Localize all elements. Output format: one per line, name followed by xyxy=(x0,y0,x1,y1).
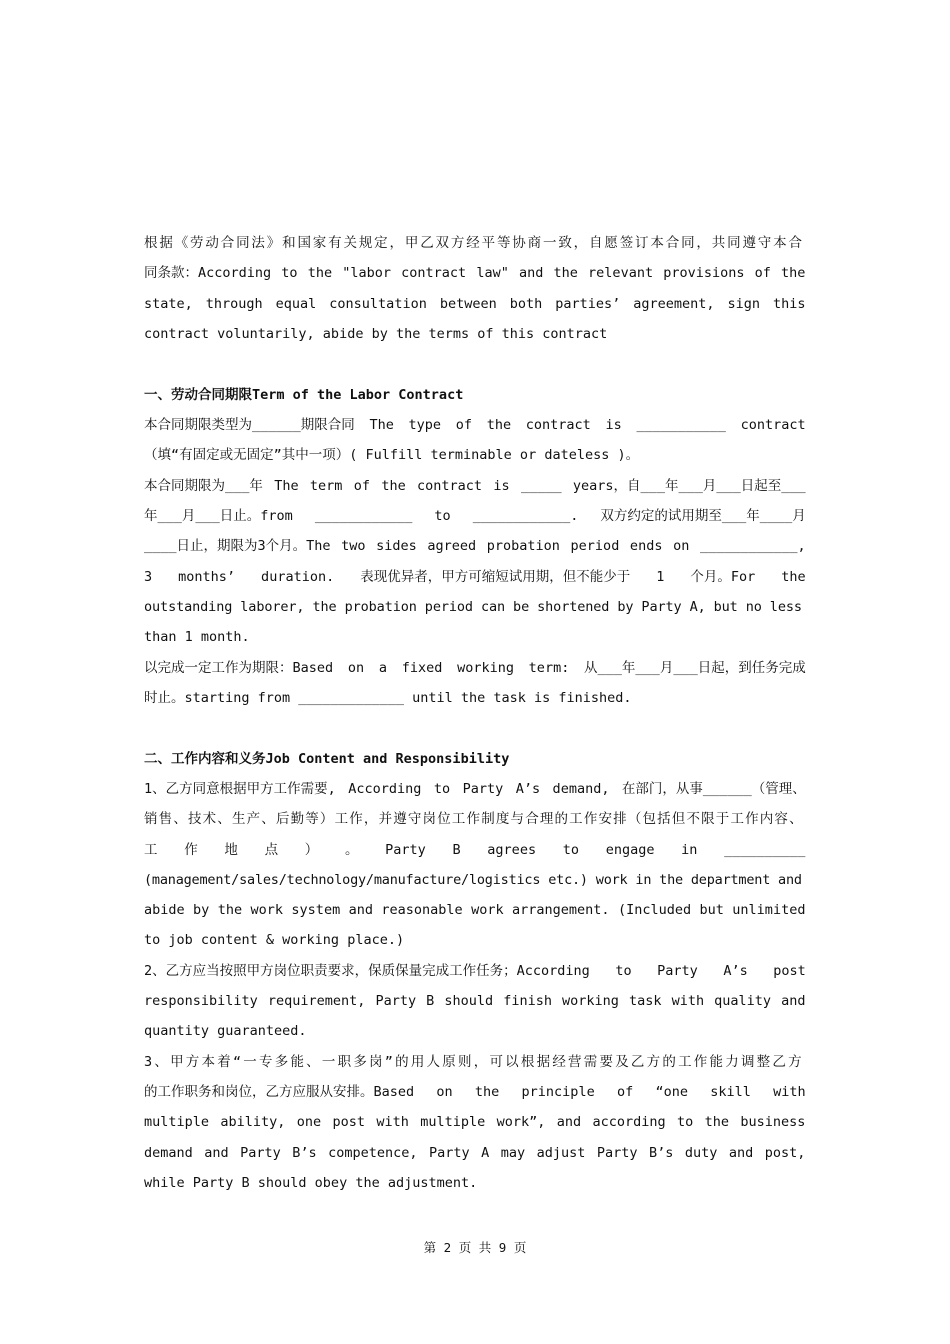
line-text: 工 作 地 点 ） 。 Party B agrees to engage in __________ xyxy=(144,842,806,858)
text-line xyxy=(144,324,806,344)
line-text: (management/sales/technology/manufacture/logistics etc.) work in the department and xyxy=(144,872,802,888)
line-text: to job content & working place.) xyxy=(144,932,405,948)
line-text: 一、劳动合同期限Term of the Labor Contract xyxy=(144,387,464,403)
line-text: 3、甲方本着“一专多能、一职多岗”的用人原则，可以根据经营需要及乙方的工作能力调整乙方 xyxy=(144,1054,804,1070)
line-text: 二、工作内容和义务Job Content and Responsibility xyxy=(144,751,510,767)
line-text: 以完成一定工作为期限：Based on a fixed working term: 从___年___月___日起，到任务完成 xyxy=(144,660,806,676)
page-number: 第 2 页 共 9 页 xyxy=(423,1240,527,1255)
line-text: than 1 month. xyxy=(144,629,250,645)
line-text: demand and Party B’s competence, Party A may adjust Party B’s duty and post, xyxy=(144,1145,806,1161)
line-text: state, through equal consultation between both parties’ agreement, sign this xyxy=(144,296,806,312)
text-line xyxy=(144,900,806,920)
text-line xyxy=(144,627,806,647)
line-text: quantity guaranteed. xyxy=(144,1023,307,1039)
text-line xyxy=(144,1112,806,1132)
text-line xyxy=(144,597,806,617)
text-line xyxy=(144,567,806,587)
text-line xyxy=(144,476,806,496)
line-text: while Party B should obey the adjustment. xyxy=(144,1175,478,1191)
text-line xyxy=(144,415,806,435)
text-line xyxy=(144,1173,806,1193)
text-line xyxy=(144,658,806,678)
text-line xyxy=(144,506,806,526)
line-text: ____日止，期限为3个月。The two sides agreed probation period ends on ____________, xyxy=(144,538,806,554)
text-line xyxy=(144,445,806,465)
text-line xyxy=(144,961,806,981)
line-text: 同条款：According to the "labor contract law" and the relevant provisions of the xyxy=(144,265,806,281)
line-text: 年___月___日止。from ____________ to ____________. 双方约定的试用期至___年____月 xyxy=(144,508,806,524)
text-line xyxy=(144,1082,806,1102)
line-text: （填“有固定或无固定”其中一项）( Fulfill terminable or dateless )。 xyxy=(144,447,640,463)
text-line xyxy=(144,779,806,799)
text-line xyxy=(144,1021,806,1041)
line-text: abide by the work system and reasonable work arrangement. (Included but unlimited xyxy=(144,902,806,918)
text-line xyxy=(144,870,806,890)
line-text: 销售、技术、生产、后勤等）工作，并遵守岗位工作制度与合理的工作安排（包括但不限于工作内容、 xyxy=(144,811,804,827)
section-heading xyxy=(144,749,806,769)
line-text: 2、乙方应当按照甲方岗位职责要求，保质保量完成工作任务；According to Party A’s post xyxy=(144,963,806,979)
text-line xyxy=(144,809,806,829)
section-heading xyxy=(144,385,806,405)
text-line xyxy=(144,840,806,860)
text-line xyxy=(144,263,806,283)
text-line xyxy=(144,1052,806,1072)
text-line xyxy=(144,930,806,950)
line-text: contract voluntarily, abide by the terms of this contract xyxy=(144,326,608,342)
line-text: 根据《劳动合同法》和国家有关规定，甲乙双方经平等协商一致，自愿签订本合同，共同遵守本合 xyxy=(144,235,804,251)
line-text: outstanding laborer, the probation period can be shortened by Party A, but no less xyxy=(144,599,802,615)
text-line xyxy=(144,294,806,314)
line-text: 3 months’ duration. 表现优异者，甲方可缩短试用期，但不能少于 1 个月。For the xyxy=(144,569,806,585)
line-text: 的工作职务和岗位，乙方应服从安排。Based on the principle of “one skill with xyxy=(144,1084,806,1100)
text-line xyxy=(144,536,806,556)
line-text: 本合同期限为___年 The term of the contract is _____ years，自___年___月___日起至___ xyxy=(144,478,806,494)
text-line xyxy=(144,233,806,253)
line-text: 本合同期限类型为______期限合同 The type of the contract is ___________ contract xyxy=(144,417,806,433)
text-line xyxy=(144,991,806,1011)
line-text: 时止。starting from _____________ until the task is finished. xyxy=(144,690,632,706)
line-text: 1、乙方同意根据甲方工作需要, According to Party A’s demand, 在部门，从事______（管理、 xyxy=(144,781,806,797)
line-text: responsibility requirement, Party B should finish working task with quality and xyxy=(144,993,806,1009)
text-line xyxy=(144,1143,806,1163)
line-text: multiple ability, one post with multiple work”, and according to the business xyxy=(144,1114,806,1130)
text-line xyxy=(144,688,806,708)
